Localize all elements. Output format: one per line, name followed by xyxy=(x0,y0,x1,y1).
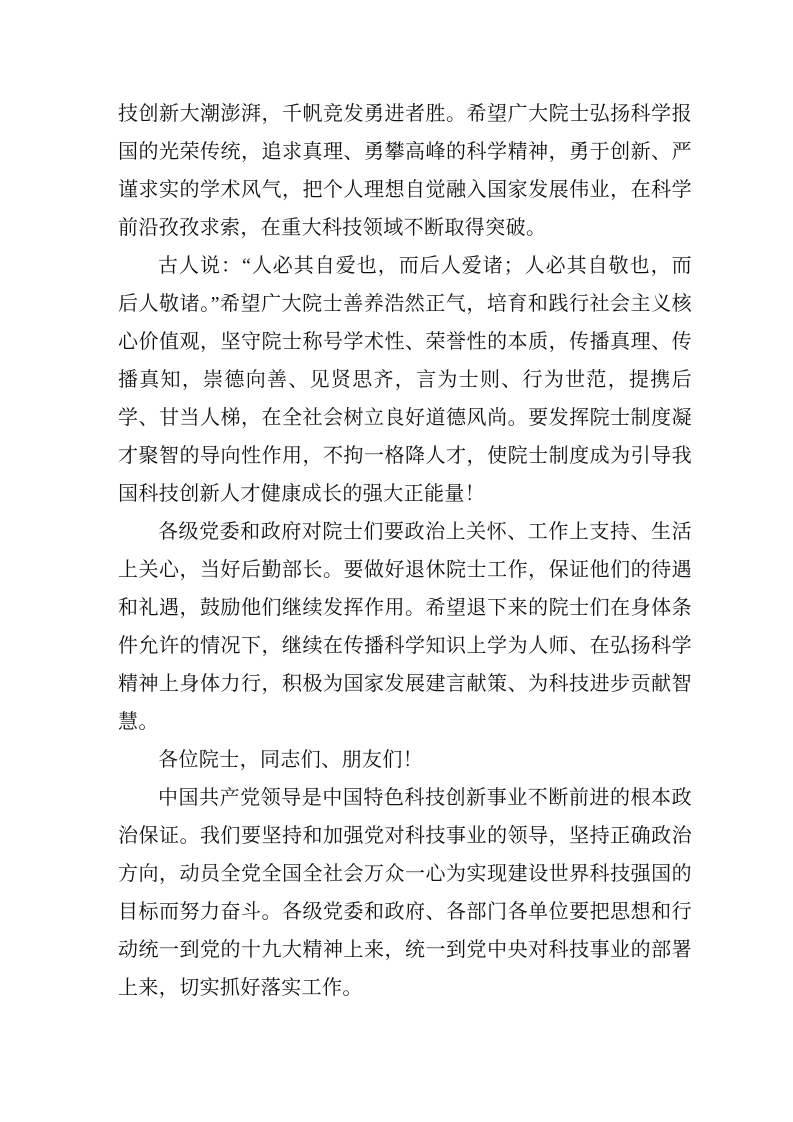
paragraph-salutation: 各位院士，同志们、朋友们！ xyxy=(158,749,424,771)
paragraph-continuation: 技创新大潮澎湃，千帆竞发勇进者胜。希望广大院士弘扬科学报国的光荣传统，追求真理、勇攀高峰的科学精神，勇于创新、严谨求实的学术风气，把个人理想自觉融入国家发展伟业，在科学前沿孜孜求索，在重大科技领域不断取得突破。 xyxy=(118,103,692,239)
paragraph-party-leadership: 中国共产党领导是中国特色科技创新事业不断前进的根本政治保证。我们要坚持和加强党对科技事业的领导，坚持正确政治方向，动员全党全国全社会万众一心为实现建设世界科技强国的目标而努力奋斗。各级党委和政府、各部门各单位要把思想和行动统一到党的十九大精神上来，统一到党中央对科技事业的部署上来，切实抓好落实工作。 xyxy=(118,787,692,999)
paragraph-party-committees-care: 各级党委和政府对院士们要政治上关怀、工作上支持、生活上关心，当好后勤部长。要做好退休院士工作，保证他们的待遇和礼遇，鼓励他们继续发挥作用。希望退下来的院士们在身体条件允许的情况下，继续在传播科学知识上学为人师、在弘扬科学精神上身体力行，积极为国家发展建言献策、为科技进步贡献智慧。 xyxy=(118,521,692,733)
paragraph-ancient-quote: 古人说：“人必其自爱也，而后人爱诸；人必其自敬也，而后人敬诸。”希望广大院士善养浩然正气，培育和践行社会主义核心价值观，坚守院士称号学术性、荣誉性的本质，传播真理、传播真知，崇德向善、见贤思齐，言为士则、行为世范，提携后学、甘当人梯，在全社会树立良好道德风尚。要发挥院士制度凝才聚智的导向性作用，不拘一格降人才，使院士制度成为引导我国科技创新人才健康成长的强大正能量！ xyxy=(118,255,692,505)
document-text-block xyxy=(118,95,692,1007)
